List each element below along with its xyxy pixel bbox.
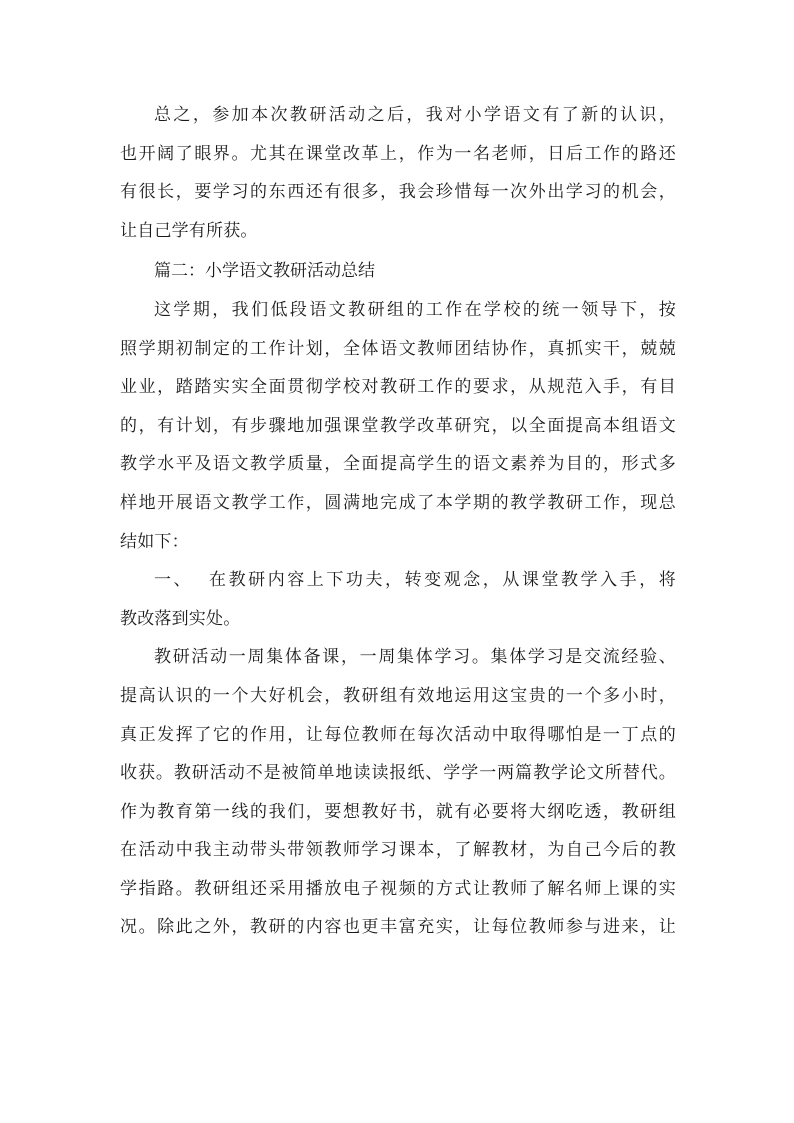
text-line: 作为教育第一线的我们，要想教好书，就有必要将大纲吃透，教研组 xyxy=(120,801,676,822)
text-line: 收获。教研活动不是被简单地读读报纸、学学一两篇教学论文所替代。 xyxy=(120,763,676,784)
text-line: 教研活动一周集体备课，一周集体学习。集体学习是交流经验、 xyxy=(154,647,676,668)
paragraph-section-one xyxy=(120,561,676,638)
text-line: 况。除此之外，教研的内容也更丰富充实，让每位教师参与进来，让 xyxy=(120,917,676,938)
section-heading: 篇二：小学语文教研活动总结 xyxy=(154,261,375,282)
text-line: 样地开展语文教学工作，圆满地完成了本学期的教学教研工作，现总 xyxy=(120,492,676,513)
text-line: 教改落到实处。 xyxy=(120,608,241,629)
text-line: 在活动中我主动带头带领教师学习课本，了解教材，为自己今后的教 xyxy=(120,840,676,861)
text-line: 总之，参加本次教研活动之后，我对小学语文有了新的认识， xyxy=(154,105,676,125)
text-line: 业业，踏踏实实全面贯彻学校对教研工作的要求，从规范入手，有目 xyxy=(120,377,676,398)
text-line: 真正发挥了它的作用，让每位教师在每次活动中取得哪怕是一丁点的 xyxy=(120,724,676,745)
text-line: 学指路。教研组还采用播放电子视频的方式让教师了解名师上课的实 xyxy=(120,878,676,899)
text-line: 有很长，要学习的东西还有很多，我会珍惜每一次外出学习的机会， xyxy=(120,182,676,203)
text-line: 的，有计划，有步骤地加强课堂教学改革研究，以全面提高本组语文 xyxy=(120,415,676,436)
text-line: 也开阔了眼界。尤其在课堂改革上，作为一名老师，日后工作的路还 xyxy=(120,143,676,164)
paragraph-intro xyxy=(120,291,676,561)
paragraph-activity xyxy=(120,638,676,947)
text-line: 这学期，我们低段语文教研组的工作在学校的统一领导下，按 xyxy=(154,299,676,320)
text-line: 提高认识的一个大好机会，教研组有效地运用这宝贵的一个多小时， xyxy=(120,685,676,706)
paragraph-conclusion xyxy=(120,96,676,250)
text-line: 结如下： xyxy=(120,531,189,552)
document-page xyxy=(120,96,676,947)
text-line: 教学水平及语文教学质量，全面提高学生的语文素养为目的，形式多 xyxy=(120,454,676,475)
text-line: 照学期初制定的工作计划，全体语文教师团结协作，真抓实干，兢兢 xyxy=(120,338,676,359)
text-line: 一、 在教研内容上下功夫，转变观念，从课堂教学入手，将 xyxy=(154,570,676,591)
text-line: 让自己学有所获。 xyxy=(120,220,258,241)
